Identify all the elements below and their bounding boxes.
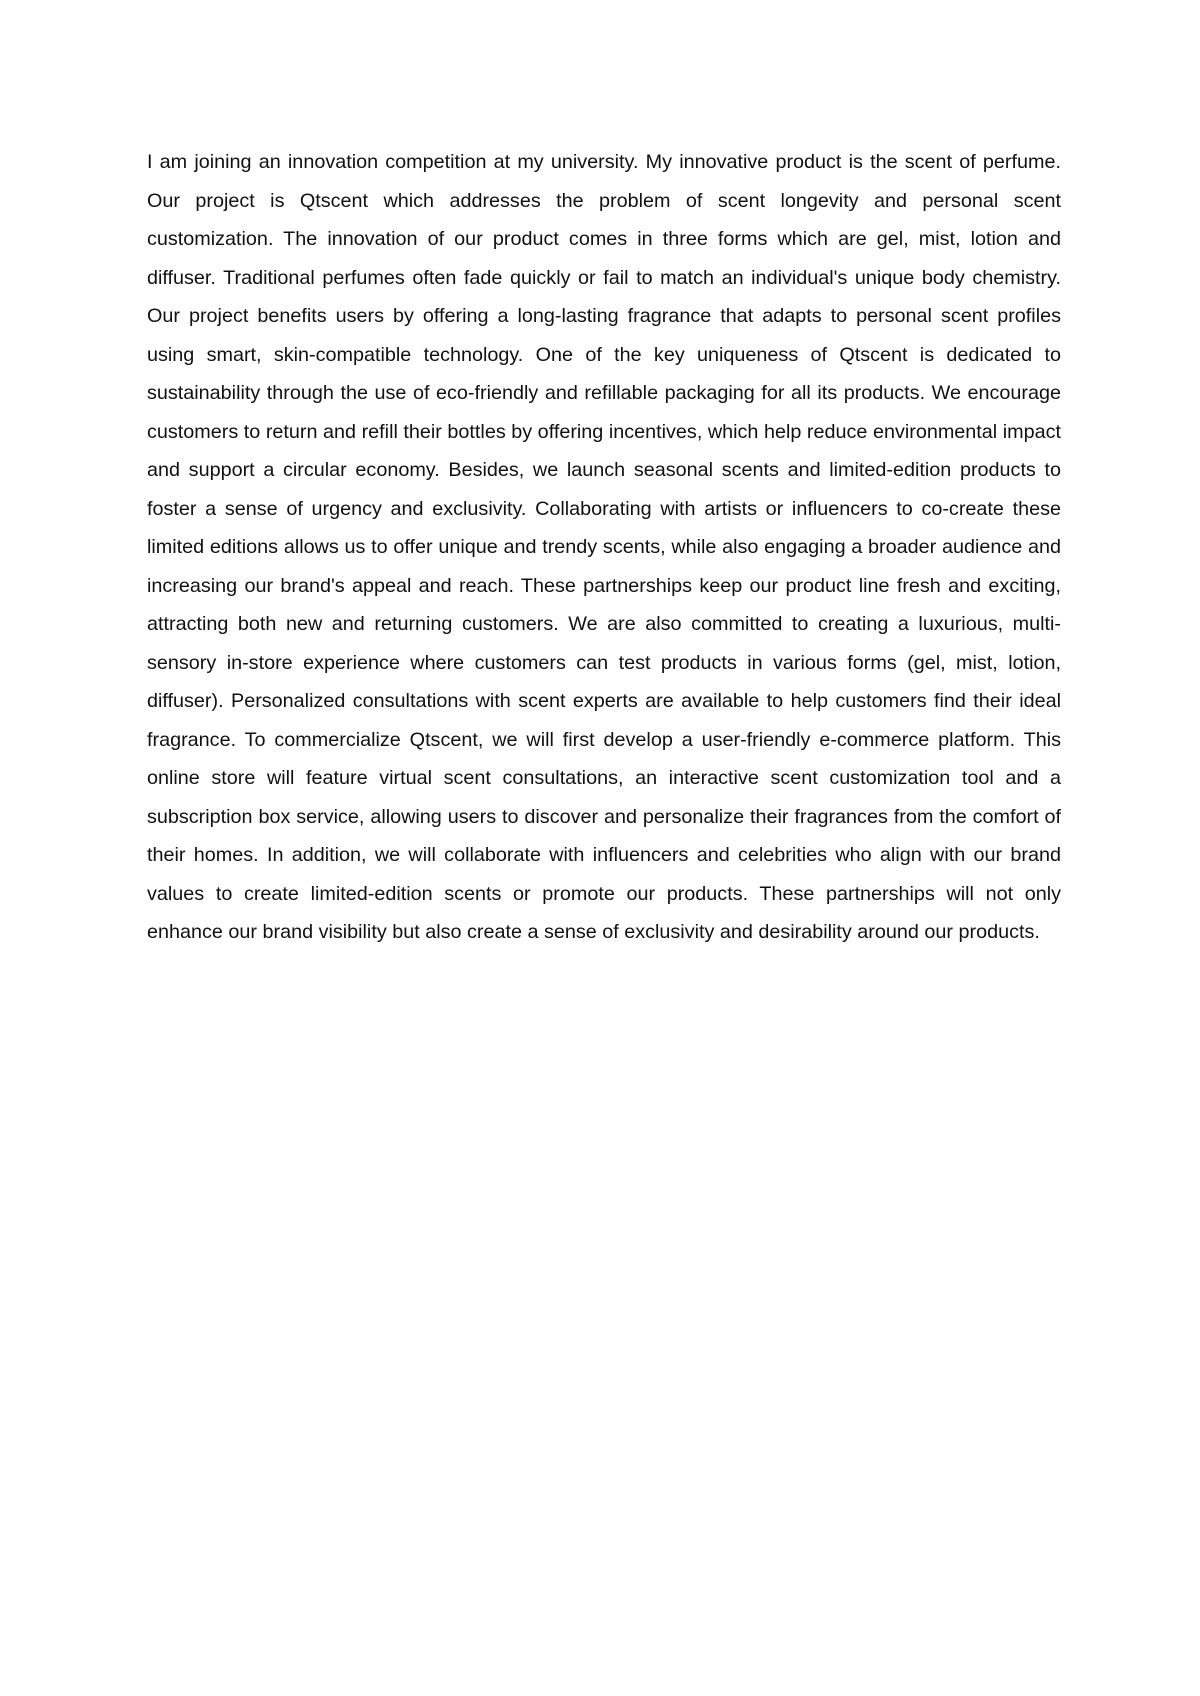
body-paragraph: I am joining an innovation competition at my university. My innovative product is the scent of perfume. Our project is Qtscent which addresses the problem of scent longevity and personal scent customization. The innovation of our product comes in three forms which are gel, mist, lotion and diffuser. Traditional perfumes often fade quickly or fail to match an individual's unique body chemistry. Our project benefits users by offering a long-lasting fragrance that adapts to personal scent profiles using smart, skin-compatible technology. One of the key uniqueness of Qtscent is dedicated to sustainability through the use of eco-friendly and refillable packaging for all its products. We encourage customers to return and refill their bottles by offering incentives, which help reduce environmental impact and support a circular economy. Besides, we launch seasonal scents and limited-edition products to foster a sense of urgency and exclusivity. Collaborating with artists or influencers to co-create these limited editions allows us to offer unique and trendy scents, while also engaging a broader audience and increasing our brand's appeal and reach. These partnerships keep our product line fresh and exciting, attracting both new and returning customers. We are also committed to creating a luxurious, multi-sensory in-store experience where customers can test products in various forms (gel, mist, lotion, diffuser). Personalized consultations with scent experts are available to help customers find their ideal fragrance. To commercialize Qtscent, we will first develop a user-friendly e-commerce platform. This online store will feature virtual scent consultations, an interactive scent customization tool and a subscription box service, allowing users to discover and personalize their fragrances from the comfort of their homes. In addition, we will collaborate with influencers and celebrities who align with our brand values to create limited-edition scents or promote our products. These partnerships will not only enhance our brand visibility but also create a sense of exclusivity and desirability around our products. (147, 151, 1061, 943)
